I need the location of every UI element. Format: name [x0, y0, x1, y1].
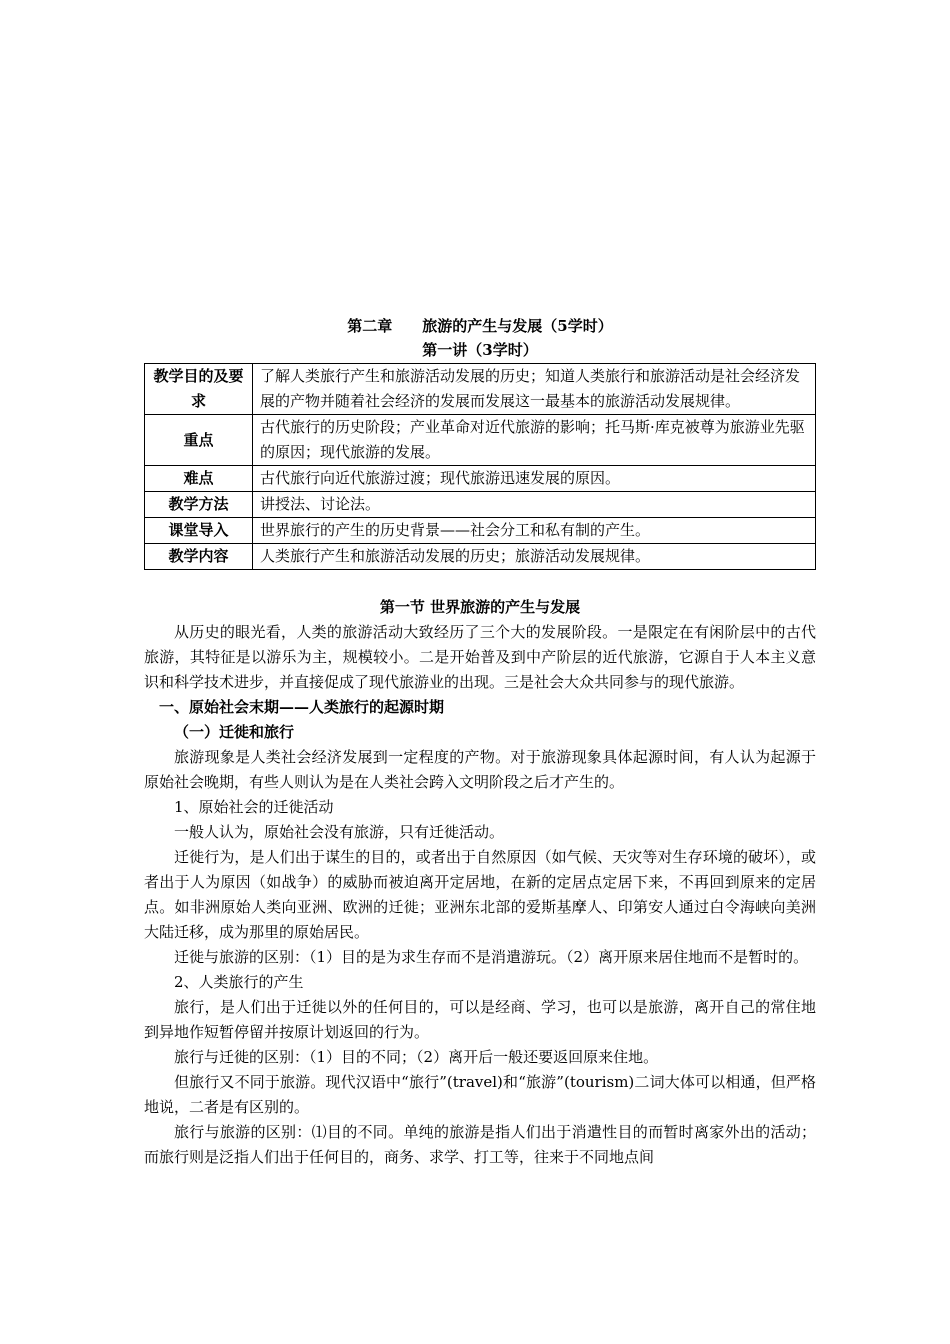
paragraph: 从历史的眼光看，人类的旅游活动大致经历了三个大的发展阶段。一是限定在有闲阶层中的古代旅游，其特征是以游乐为主，规模较小。二是开始普及到中产阶层的近代旅游，它源自于人本主义意识和科学技术进步，并直接促成了现代旅游业的出现。三是社会大众共同参与的现代旅游。 [144, 623, 816, 691]
table-row [145, 415, 816, 466]
row-content: 古代旅行的历史阶段；产业革命对近代旅游的影响；托马斯·库克被尊为旅游业先驱的原因；现代旅游的发展。 [253, 415, 816, 466]
row-label: 重点 [145, 415, 253, 466]
row-content: 人类旅行产生和旅游活动发展的历史；旅游活动发展规律。 [253, 544, 816, 570]
subheading: （一）迁徙和旅行 [174, 723, 295, 741]
row-label: 教学内容 [145, 544, 253, 570]
paragraph: 迁徙与旅游的区别：（1）目的是为求生存而不是消遣游玩。（2）离开原来居住地而不是暂时的。 [174, 948, 809, 966]
paragraph: 迁徙行为，是人们出于谋生的目的，或者出于自然原因（如气候、天灾等对生存环境的破坏），或者出于人为原因（如战争）的威胁而被迫离开定居地，在新的定居点定居下来，不再回到原来的定居点。如非洲原始人类向亚洲、欧洲的迁徙；亚洲东北部的爱斯基摩人、印第安人通过白令海峡向美洲大陆迁移，成为那里的原始居民。 [144, 848, 816, 941]
table-row [145, 544, 816, 570]
row-content: 讲授法、讨论法。 [253, 492, 816, 518]
body-text [144, 595, 816, 1170]
paragraph: 但旅行又不同于旅游。现代汉语中“旅行”(travel)和“旅游”(tourism)二词大体可以相通，但严格地说，二者是有区别的。 [144, 1073, 816, 1116]
table-row [145, 492, 816, 518]
table-row [145, 466, 816, 492]
lecture-title: 第一讲（3学时） [422, 341, 538, 359]
heading: 一、原始社会末期——人类旅行的起源时期 [159, 698, 445, 716]
row-label: 课堂导入 [145, 518, 253, 544]
paragraph: 旅行与迁徙的区别：（1）目的不同；（2）离开后一般还要返回原来住地。 [174, 1048, 659, 1066]
table-row [145, 518, 816, 544]
paragraph: 旅行与旅游的区别：⑴目的不同。单纯的旅游是指人们出于消遣性目的而暂时离家外出的活动；而旅行则是泛指人们出于任何目的，商务、求学、打工等，往来于不同地点间 [144, 1123, 816, 1166]
paragraph: 旅游现象是人类社会经济发展到一定程度的产物。对于旅游现象具体起源时间，有人认为起源于原始社会晚期，有些人则认为是在人类社会跨入文明阶段之后才产生的。 [144, 748, 816, 791]
paragraph: 一般人认为，原始社会没有旅游，只有迁徙活动。 [174, 823, 505, 841]
row-content: 古代旅行向近代旅游过渡；现代旅游迅速发展的原因。 [253, 466, 816, 492]
row-label: 教学目的及要求 [145, 364, 253, 415]
row-label: 难点 [145, 466, 253, 492]
table-row [145, 364, 816, 415]
row-content: 了解人类旅行产生和旅游活动发展的历史；知道人类旅行和旅游活动是社会经济发展的产物并随着社会经济的发展而发展这一最基本的旅游活动发展规律。 [253, 364, 816, 415]
teaching-plan-table [144, 363, 816, 570]
list-heading: 1、原始社会的迁徙活动 [174, 798, 334, 816]
chapter-title: 第二章 旅游的产生与发展（5学时） [347, 317, 613, 335]
list-heading: 2、人类旅行的产生 [174, 973, 304, 991]
section-title: 第一节 世界旅游的产生与发展 [379, 598, 581, 616]
paragraph: 旅行，是人们出于迁徙以外的任何目的，可以是经商、学习，也可以是旅游，离开自己的常住地到异地作短暂停留并按原计划返回的行为。 [144, 998, 816, 1041]
row-label: 教学方法 [145, 492, 253, 518]
row-content: 世界旅行的产生的历史背景——社会分工和私有制的产生。 [253, 518, 816, 544]
